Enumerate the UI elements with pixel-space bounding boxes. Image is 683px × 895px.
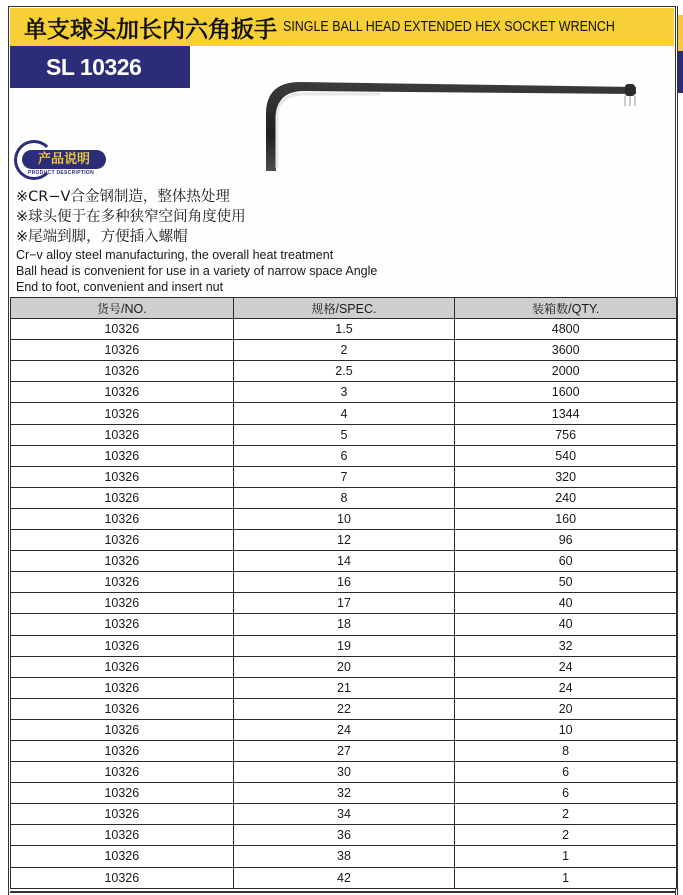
table-row — [11, 698, 677, 719]
product-description — [16, 187, 656, 295]
cell-item-number: 10326 — [11, 487, 234, 508]
title-banner — [10, 8, 674, 46]
cell-spec: 14 — [233, 551, 455, 572]
table-row — [11, 382, 677, 403]
cell-spec: 16 — [233, 572, 455, 593]
cell-quantity: 1344 — [455, 403, 677, 424]
cell-spec: 20 — [233, 656, 455, 677]
table-row — [11, 551, 677, 572]
table-row — [11, 825, 677, 846]
cell-spec: 1.5 — [233, 319, 455, 340]
cell-spec: 30 — [233, 762, 455, 783]
description-line-cn: ※球头便于在多种狭窄空间角度使用 — [16, 209, 246, 225]
product-title-en: SINGLE BALL HEAD EXTENDED HEX SOCKET WRENCH — [283, 19, 615, 35]
table-row — [11, 340, 677, 361]
cell-item-number: 10326 — [11, 740, 234, 761]
cell-item-number: 10326 — [11, 572, 234, 593]
cell-quantity: 20 — [455, 698, 677, 719]
cell-spec: 19 — [233, 635, 455, 656]
cell-item-number: 10326 — [11, 719, 234, 740]
cell-spec: 18 — [233, 614, 455, 635]
cell-spec: 32 — [233, 783, 455, 804]
cell-quantity: 32 — [455, 635, 677, 656]
specification-table — [10, 297, 677, 889]
cell-spec: 5 — [233, 424, 455, 445]
table-row — [11, 424, 677, 445]
cell-spec: 21 — [233, 677, 455, 698]
cell-quantity: 40 — [455, 614, 677, 635]
cell-quantity: 3600 — [455, 340, 677, 361]
table-row — [11, 762, 677, 783]
table-header-row — [11, 298, 677, 319]
table-row — [11, 677, 677, 698]
cell-item-number: 10326 — [11, 635, 234, 656]
badge-label-en: PRODUCT DESCRIPTION — [28, 170, 94, 176]
table-row — [11, 719, 677, 740]
table-row — [11, 508, 677, 529]
cell-spec: 7 — [233, 466, 455, 487]
table-row — [11, 635, 677, 656]
ball-head-hex-key-icon — [260, 78, 650, 178]
table-row — [11, 656, 677, 677]
cell-spec: 10 — [233, 508, 455, 529]
cell-quantity: 320 — [455, 466, 677, 487]
cell-item-number: 10326 — [11, 593, 234, 614]
description-line-en: End to foot, convenient and insert nut — [16, 280, 224, 294]
cell-spec: 4 — [233, 403, 455, 424]
cell-spec: 3 — [233, 382, 455, 403]
cell-item-number: 10326 — [11, 424, 234, 445]
description-line-cn: ※尾端到脚，方便插入螺帽 — [16, 229, 188, 245]
cell-item-number: 10326 — [11, 614, 234, 635]
description-line-cn: ※CR−V合金钢制造，整体热处理 — [16, 189, 230, 205]
cell-spec: 38 — [233, 846, 455, 867]
cell-quantity: 2 — [455, 825, 677, 846]
bottom-divider — [10, 891, 676, 893]
cell-quantity: 1600 — [455, 382, 677, 403]
table-row — [11, 867, 677, 888]
cell-spec: 12 — [233, 530, 455, 551]
cell-item-number: 10326 — [11, 382, 234, 403]
cell-quantity: 4800 — [455, 319, 677, 340]
badge-label-cn: 产品说明 — [22, 150, 106, 169]
cell-quantity: 60 — [455, 551, 677, 572]
model-number: SL 10326 — [46, 53, 142, 80]
cell-quantity: 96 — [455, 530, 677, 551]
cell-quantity: 540 — [455, 445, 677, 466]
cell-spec: 2.5 — [233, 361, 455, 382]
cell-item-number: 10326 — [11, 466, 234, 487]
cell-quantity: 756 — [455, 424, 677, 445]
cell-spec: 2 — [233, 340, 455, 361]
cell-item-number: 10326 — [11, 656, 234, 677]
table-row — [11, 361, 677, 382]
cell-item-number: 10326 — [11, 762, 234, 783]
table-row — [11, 445, 677, 466]
cell-item-number: 10326 — [11, 445, 234, 466]
table-row — [11, 403, 677, 424]
cell-item-number: 10326 — [11, 403, 234, 424]
table-row — [11, 783, 677, 804]
table-row — [11, 572, 677, 593]
cell-spec: 17 — [233, 593, 455, 614]
table-row — [11, 740, 677, 761]
cell-item-number: 10326 — [11, 698, 234, 719]
cell-item-number: 10326 — [11, 551, 234, 572]
cell-quantity: 1 — [455, 867, 677, 888]
cell-item-number: 10326 — [11, 804, 234, 825]
description-line-en: Ball head is convenient for use in a variety of narrow space Angle — [16, 264, 378, 278]
cell-quantity: 240 — [455, 487, 677, 508]
header-item-number: 货号/NO. — [11, 298, 234, 319]
cell-spec: 24 — [233, 719, 455, 740]
cell-quantity: 50 — [455, 572, 677, 593]
description-line-en: Cr−v alloy steel manufacturing, the overall heat treatment — [16, 248, 334, 262]
cell-spec: 22 — [233, 698, 455, 719]
cell-item-number: 10326 — [11, 825, 234, 846]
header-spec: 规格/SPEC. — [233, 298, 455, 319]
cell-item-number: 10326 — [11, 319, 234, 340]
cell-item-number: 10326 — [11, 783, 234, 804]
model-number-box — [10, 46, 190, 88]
cell-quantity: 6 — [455, 762, 677, 783]
adjacent-page-edge — [677, 6, 683, 895]
cell-item-number: 10326 — [11, 867, 234, 888]
table-row — [11, 530, 677, 551]
table-row — [11, 593, 677, 614]
header-quantity: 装箱数/QTY. — [455, 298, 677, 319]
table-row — [11, 846, 677, 867]
cell-item-number: 10326 — [11, 508, 234, 529]
cell-spec: 34 — [233, 804, 455, 825]
cell-quantity: 1 — [455, 846, 677, 867]
cell-spec: 27 — [233, 740, 455, 761]
table-row — [11, 487, 677, 508]
cell-item-number: 10326 — [11, 361, 234, 382]
cell-quantity: 6 — [455, 783, 677, 804]
cell-item-number: 10326 — [11, 677, 234, 698]
cell-item-number: 10326 — [11, 846, 234, 867]
cell-quantity: 8 — [455, 740, 677, 761]
cell-quantity: 160 — [455, 508, 677, 529]
cell-quantity: 2000 — [455, 361, 677, 382]
cell-item-number: 10326 — [11, 530, 234, 551]
table-row — [11, 804, 677, 825]
cell-quantity: 40 — [455, 593, 677, 614]
cell-quantity: 2 — [455, 804, 677, 825]
product-title-cn: 单支球头加长内六角扳手 — [24, 16, 277, 43]
table-row — [11, 466, 677, 487]
table-row — [11, 319, 677, 340]
cell-item-number: 10326 — [11, 340, 234, 361]
cell-spec: 8 — [233, 487, 455, 508]
cell-quantity: 10 — [455, 719, 677, 740]
cell-quantity: 24 — [455, 656, 677, 677]
cell-spec: 42 — [233, 867, 455, 888]
cell-spec: 36 — [233, 825, 455, 846]
product-description-badge — [14, 140, 114, 182]
table-row — [11, 614, 677, 635]
cell-quantity: 24 — [455, 677, 677, 698]
cell-spec: 6 — [233, 445, 455, 466]
